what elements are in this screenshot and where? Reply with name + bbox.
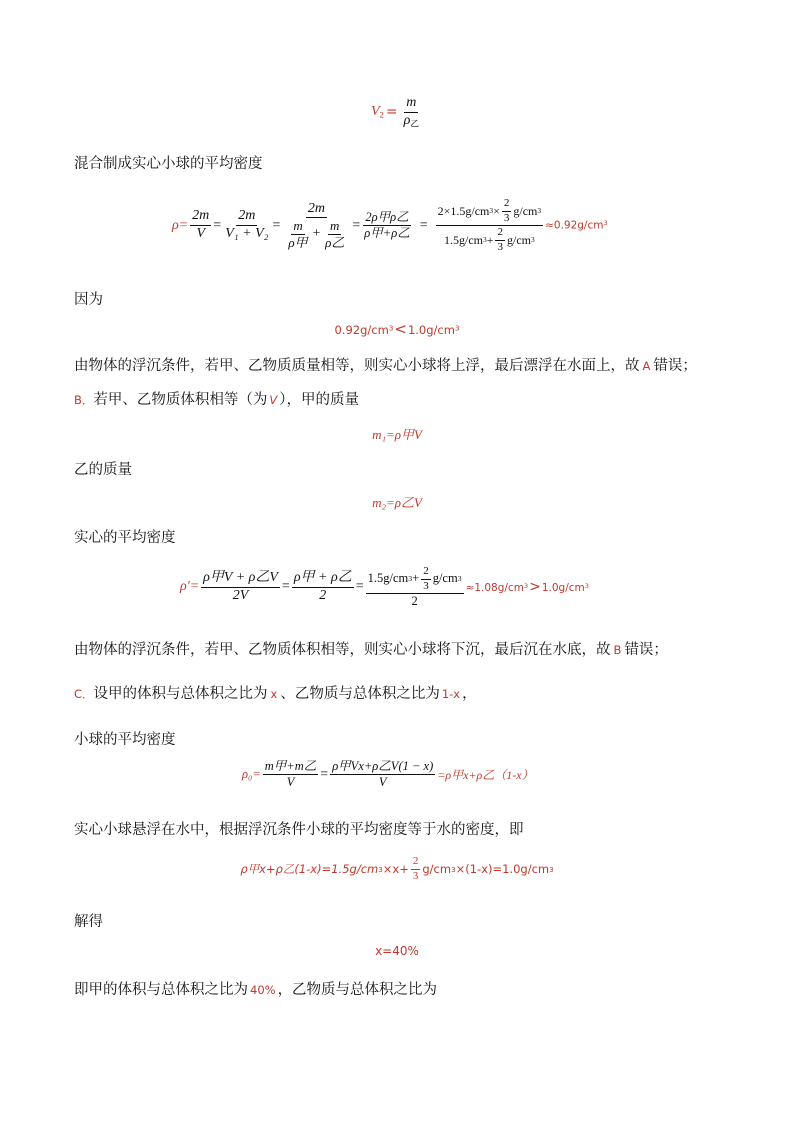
ball-avg-label: 小球的平均密度 <box>74 732 176 748</box>
v2-formula: $V_2$ = $\frac{m}{\rho_乙}$ <box>370 95 420 129</box>
mix-avg-density-label: 混合制成实心小球的平均密度 <box>74 156 263 172</box>
rho-prime-frac-1: $\frac{\text{ρ甲V + ρ乙V}}{2V}$ <box>203 569 278 603</box>
option-b-intro: B．若甲、乙物质体积相等（为 V ），甲的质量 <box>74 392 360 408</box>
v2-fraction: $\frac{m}{\rho_乙}$ <box>403 95 420 129</box>
suspend-equation: ρ甲x+ρ乙(1-x)=1.5g/cm 3 ×x+ $\frac{2}{3}$ g/cm 3 ×(1-x)=1.0g/cm 3 <box>240 855 554 882</box>
option-b-label: B． <box>74 393 94 407</box>
compare-line-1: $0.92g/cm^3<1.0g/cm^3$ <box>334 320 460 338</box>
rho0-frac-2: $\frac{\text{ρ甲Vx+ρ乙V(1 − x)}}{V}$ <box>332 759 434 790</box>
final-statement: 即甲的体积与总体积之比为 40% ，乙物质与总体积之比为 <box>74 982 438 998</box>
v2-lhs: $V_2$ <box>370 104 384 120</box>
rho-result: ≈0.92g/cm <box>545 219 604 232</box>
option-c-label: C． <box>74 687 94 701</box>
m2-formula: m₂=ρ乙V <box>372 495 422 510</box>
rho-prime-formula: ρ'= $\frac{\text{ρ甲V + ρ乙V}}{2V}$ = $\frac{\text{ρ甲 + ρ乙}}{2}$ = 1.5g/cm 3 + $\frac{2}{3}$ g/cm 3 2 $\approx 1.08g/cm^3>1.0g/cm^3$ <box>180 565 589 609</box>
rho-frac-3: 2m $\frac{m}{\text{ρ甲}}$ + $\frac{m}{\text{ρ乙}}$ <box>288 200 345 250</box>
suspend-text: 实心小球悬浮在水中，根据浮沉条件小球的平均密度等于水的密度，即 <box>74 822 524 838</box>
rho0-frac-1: $\frac{\text{m甲+m乙}}{V}$ <box>264 759 317 790</box>
rho-frac-1: $\frac{2m}{V}$ <box>192 208 210 242</box>
option-c-intro: C．设甲的体积与总体积之比为 x 、乙物质与总体积之比为 1-x ， <box>74 686 477 702</box>
m1-formula: m₁=ρ甲V <box>372 427 422 442</box>
solve-label: 解得 <box>74 914 103 930</box>
solid-avg-label: 实心的平均密度 <box>74 530 176 546</box>
yi-mass-label: 乙的质量 <box>74 462 132 478</box>
rho-formula: ρ= $\frac{2m}{V}$ = $\frac{2m}{\text{V₁ + V₂}}$ = 2m $\frac{m}{\text{ρ甲}}$ + $\frac{m}{\text{ρ乙}}$ = $\frac{\text{2ρ甲ρ乙}}{\text{ρ甲+ρ乙}}$ = 2×1.5g/cm 3 × $\frac{2}{3}$ g/cm 3 1.5g/cm 3 + $\frac{2}{3}$ g/cm 3 $\approx 0.92g/cm^3$ <box>172 197 608 253</box>
because-label: 因为 <box>74 292 103 308</box>
rho0-result: =ρ甲x+ρ乙（1-x） <box>437 768 534 783</box>
rho-prime-frac-3: 1.5g/cm 3 + $\frac{2}{3}$ g/cm 3 2 <box>367 565 462 609</box>
conclusion-b: 由物体的浮沉条件，若甲、乙物质体积相等，则实心小球将下沉，最后沉在水底，故 B 错误； <box>74 642 668 658</box>
rho-frac-2: $\frac{2m}{\text{V₁ + V₂}}$ <box>225 208 269 242</box>
conclusion-a: 由物体的浮沉条件，若甲、乙物质质量相等，则实心小球将上浮，最后漂浮在水面上，故 A 错误； <box>74 358 697 374</box>
rho-frac-5: 2×1.5g/cm 3 × $\frac{2}{3}$ g/cm 3 1.5g/cm 3 + $\frac{2}{3}$ g/cm 3 <box>437 197 542 253</box>
x-result: x=40% <box>375 944 419 958</box>
rho0-formula: ρ₀= $\frac{\text{m甲+m乙}}{V}$ = $\frac{\text{ρ甲Vx+ρ乙V(1 − x)}}{V}$ =ρ甲x+ρ乙（1-x） <box>242 759 534 790</box>
rho-prime-frac-2: $\frac{\text{ρ甲 + ρ乙}}{2}$ <box>293 569 352 603</box>
rho-frac-4: $\frac{\text{2ρ甲ρ乙}}{\text{ρ甲+ρ乙}}$ <box>364 209 410 241</box>
